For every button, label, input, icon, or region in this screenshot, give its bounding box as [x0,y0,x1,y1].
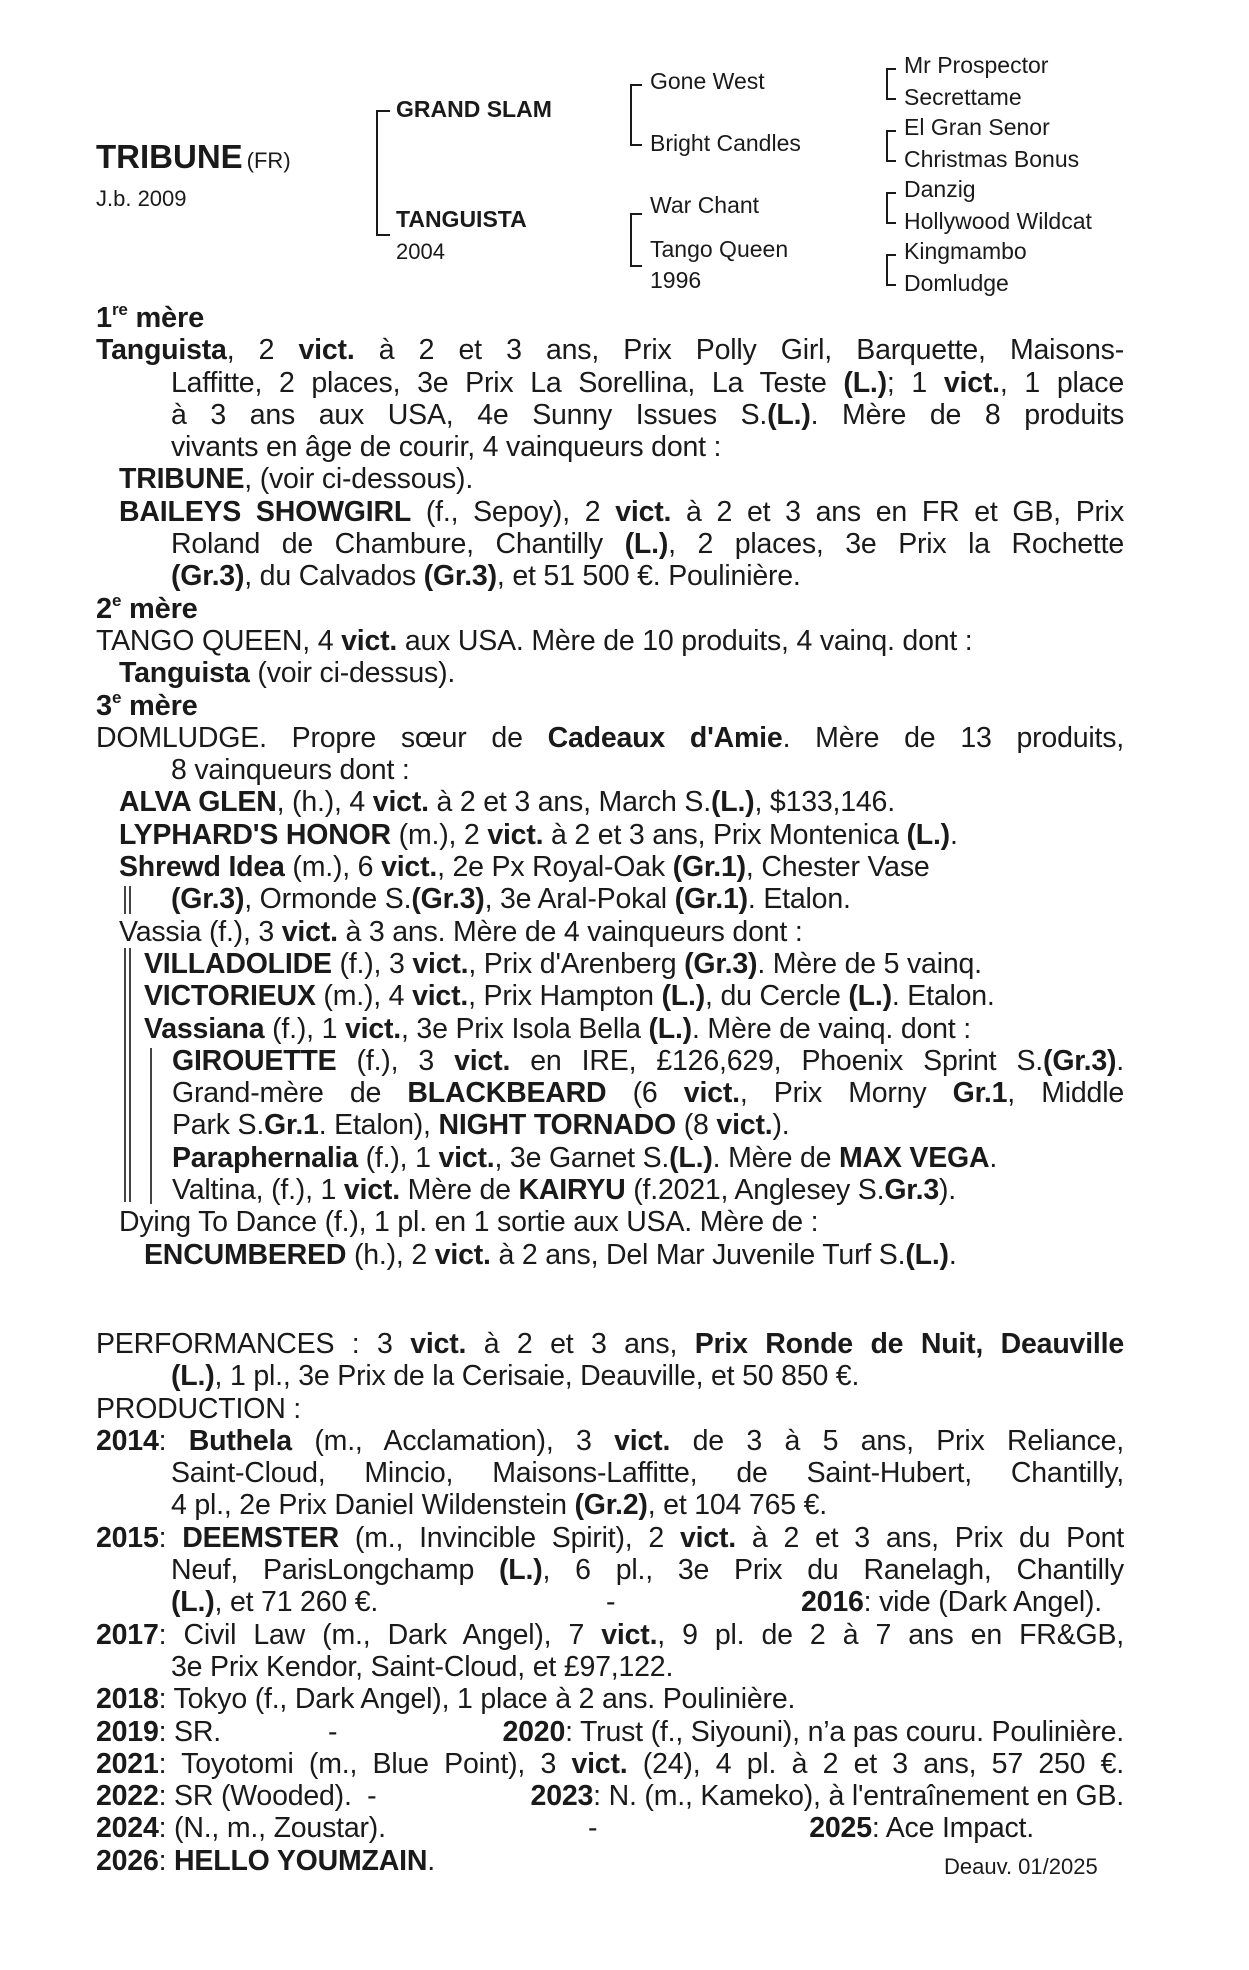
g3-1: Mr Prospector [904,52,1049,78]
text-line: (Gr.3), du Calvados (Gr.3), et 51 500 €. Poulinière. [171,560,801,593]
text-line: ALVA GLEN, (h.), 4 vict. à 2 et 3 ans, March S.(L.), $133,146. [119,786,895,819]
pedigree-bracket-g2-top [630,84,642,146]
text-line: 3e Prix Kendor, Saint-Cloud, et £97,122. [171,1650,674,1683]
text-line: Roland de Chambure, Chantilly (L.), 2 places, 3e Prix la Rochette [171,528,1124,561]
g3-4: Christmas Bonus [904,146,1080,172]
text-line: à 3 ans aux USA, 4e Sunny Issues S.(L.). Mère de 8 produits [171,398,1125,431]
dam-year: 2004 [396,239,445,264]
sire-name: GRAND SLAM [396,96,552,122]
text-line: 2018: Tokyo (f., Dark Angel), 1 place à 2 ans. Poulinière. [96,1683,796,1716]
pedigree-bracket-g3-3 [886,192,896,224]
text-line: Grand-mère de BLACKBEARD (6 vict., Prix Morny Gr.1, Middle [172,1077,1124,1110]
text-line: Tanguista, 2 vict. à 2 et 3 ans, Prix Polly Girl, Barquette, Maisons- [96,334,1124,367]
text-line: (L.), 1 pl., 3e Prix de la Cerisaie, Deauville, et 50 850 €. [171,1360,860,1393]
g2-dam-dam: Tango Queen [650,236,789,262]
pedigree-bracket-g3-1 [886,68,896,100]
text-line: VILLADOLIDE (f.), 3 vict., Prix d'Arenberg (Gr.3). Mère de 5 vainq. [144,947,982,980]
text-line: PERFORMANCES : 3 vict. à 2 et 3 ans, Prix Ronde de Nuit, Deauville [96,1328,1125,1360]
text-line: 2024: (N., m., Zoustar). - 2025: Ace Impact. [96,1812,1034,1845]
text-line: (Gr.3), Ormonde S.(Gr.3), 3e Aral-Pokal (Gr.1). Etalon. [171,883,851,916]
text-line: PRODUCTION : [96,1392,302,1425]
catalogue-reference: Deauv. 01/2025 [944,1854,1098,1879]
text-line: 2026: HELLO YOUMZAIN. [96,1844,435,1877]
text-line: 2022: SR (Wooded). - 2023: N. (m., Kameko), à l'entraînement en GB. [96,1780,1124,1813]
text-line: Vassiana (f.), 1 vict., 3e Prix Isola Bella (L.). Mère de vainq. dont : [144,1012,971,1045]
text-line: LYPHARD'S HONOR (m.), 2 vict. à 2 et 3 ans, Prix Montenica (L.). [119,818,958,851]
text-line: BAILEYS SHOWGIRL (f., Sepoy), 2 vict. à 2 et 3 ans en FR et GB, Prix [119,495,1124,528]
text-line: Saint-Cloud, Mincio, Maisons-Laffitte, de Saint-Hubert, Chantilly, [171,1457,1124,1490]
text-line: Tanguista (voir ci-dessus). [119,657,456,690]
horse-subtitle: J.b. 2009 [96,186,187,211]
g2-sire-dam: Bright Candles [650,130,801,156]
horse-name [96,138,291,176]
text-line: Valtina, (f.), 1 vict. Mère de KAIRYU (f.2021, Anglesey S.Gr.3). [172,1174,956,1207]
text-line: vivants en âge de courir, 4 vainqueurs dont : [171,431,722,464]
second-dam-heading: 2e mère [96,591,198,625]
performance-production [96,1328,1124,1877]
pedigree-bracket-g3-2 [886,130,896,162]
text-line: DOMLUDGE. Propre sœur de Cadeaux d'Amie. Mère de 13 produits, [96,721,1124,754]
pedigree-bracket-g2-bottom [630,213,642,267]
text-line: 2017: Civil Law (m., Dark Angel), 7 vict., 9 pl. de 2 à 7 ans en FR&GB, [96,1618,1124,1651]
text-line: Vassia (f.), 3 vict. à 3 ans. Mère de 4 vainqueurs dont : [119,915,803,948]
g3-3: El Gran Senor [904,114,1050,140]
g3-5: Danzig [904,176,976,202]
g3-7: Kingmambo [904,238,1027,264]
text-line: 2019: SR. - 2020: Trust (f., Siyouni), n’a pas couru. Poulinière. [96,1715,1124,1748]
text-line: Park S.Gr.1. Etalon), NIGHT TORNADO (8 vict.). [172,1109,790,1142]
third-dam-heading: 3e mère [96,687,198,722]
text-line: 2021: Toyotomi (m., Blue Point), 3 vict. (24), 4 pl. à 2 et 3 ans, 57 250 €. [96,1747,1124,1780]
text-line: 8 vainqueurs dont : [171,754,410,787]
horse-name-text: TRIBUNE [96,138,243,175]
text-line: Neuf, ParisLongchamp (L.), 6 pl., 3e Prix du Ranelagh, Chantilly [171,1554,1124,1587]
g2-sire-sire: Gone West [650,68,765,94]
text-line: Dying To Dance (f.), 1 pl. en 1 sortie aux USA. Mère de : [119,1206,819,1239]
g2-dam-dam-year: 1996 [650,267,702,293]
horse-origin: (FR) [246,148,291,173]
g3-8: Domludge [904,270,1009,296]
dam-name: TANGUISTA [396,206,527,232]
text-line: ENCUMBERED (h.), 2 vict. à 2 ans, Del Mar Juvenile Turf S.(L.). [144,1238,957,1271]
text-line: VICTORIEUX (m.), 4 vict., Prix Hampton (L.), du Cercle (L.). Etalon. [144,980,995,1013]
text-line: 2015: DEEMSTER (m., Invincible Spirit), 2 vict. à 2 et 3 ans, Prix du Pont [96,1521,1125,1554]
pedigree-bracket-g1 [376,110,390,236]
pedigree-bracket-g3-4 [886,254,896,286]
text-line: (L.), et 71 260 €. - 2016: vide (Dark Angel). [171,1586,1102,1619]
g3-6: Hollywood Wildcat [904,208,1092,234]
text-line: GIROUETTE (f.), 3 vict. en IRE, £126,629, Phoenix Sprint S.(Gr.3). [172,1044,1124,1077]
dam-notes [96,302,1124,1271]
text-line: 4 pl., 2e Prix Daniel Wildenstein (Gr.2), et 104 765 €. [171,1489,827,1522]
text-line: 2014: Buthela (m., Acclamation), 3 vict. de 3 à 5 ans, Prix Reliance, [96,1424,1125,1457]
text-line: TRIBUNE, (voir ci-dessous). [119,463,474,496]
text-line: Shrewd Idea (m.), 6 vict., 2e Px Royal-Oak (Gr.1), Chester Vase [119,851,930,884]
text-line: Laffitte, 2 places, 3e Prix La Sorellina, La Teste (L.); 1 vict., 1 place [171,366,1124,399]
g3-2: Secrettame [904,84,1022,110]
text-line: Paraphernalia (f.), 1 vict., 3e Garnet S.(L.). Mère de MAX VEGA. [172,1141,998,1174]
g2-dam-sire: War Chant [650,192,760,218]
first-dam-heading: 1re mère [96,300,204,334]
text-line: TANGO QUEEN, 4 vict. aux USA. Mère de 10 produits, 4 vainq. dont : [96,624,973,657]
